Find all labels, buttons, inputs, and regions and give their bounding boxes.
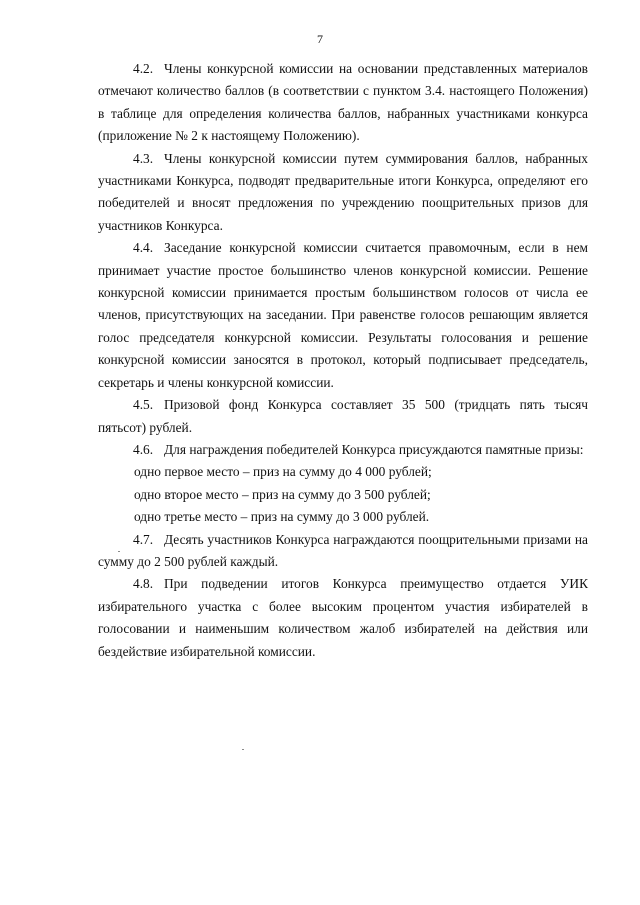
paragraph-4-2 [98,58,588,148]
paragraph-text: Члены конкурсной комиссии на основании представленных материалов отмечают количество баллов (в соответствии с пунктом 3.4. настоящего Положения) в таблице для определения количества баллов, набранных участниками конкурса (приложение № 2 к настоящему Положению). [98,61,588,144]
paragraph-4-3 [98,148,588,238]
paragraph-number: 4.7. [133,531,154,547]
paragraph-text: Для награждения победителей Конкурса присуждаются памятные призы: [164,441,584,457]
paragraph-number: 4.6. [133,441,154,457]
paragraph-text: Члены конкурсной комиссии путем суммирования баллов, набранных участниками Конкурса, подводят предварительные итоги Конкурса, определяют его победителей и вносят предложения по учреждению поощрительных призов для участников Конкурса. [98,150,588,233]
paragraph-text: При подведении итогов Конкурса преимущество отдается УИК избирательного участка с более высоким процентом участия избирателей в голосовании и наименьшим количеством жалоб избирателей на действия или бездействие избирательной комиссии. [98,576,588,659]
scan-speck [118,551,120,552]
paragraph-number: 4.2. [133,61,154,76]
prize-first-place: одно первое место – приз на сумму до 4 000 рублей; [134,464,432,480]
paragraph-number: 4.4. [133,240,154,256]
paragraph-text: Десять участников Конкурса награждаются поощрительными призами на сумму до 2 500 рублей каждый. [98,531,588,569]
paragraph-4-6 [98,439,588,461]
paragraph-4-7 [98,529,588,574]
prize-third-place: одно третье место – приз на сумму до 3 000 рублей. [134,509,430,525]
page-number: 7 [317,32,323,46]
paragraph-4-8 [98,573,588,663]
paragraph-text: Призовой фонд Конкурса составляет 35 500 (тридцать пять тысяч пятьсот) рублей. [98,397,588,435]
paragraph-text: Заседание конкурсной комиссии считается правомочным, если в нем принимает участие простое большинство членов конкурсной комиссии. Решение конкурсной комиссии принимается простым большинством голосов от числа ее членов, присутствующих на заседании. При равенстве голосов решающим является голос председателя конкурсной комиссии. Результаты голосования и решение конкурсной комиссии заносятся в протокол, который подписывает председатель, секретарь и члены конкурсной комиссии. [98,240,588,390]
paragraph-number: 4.3. [133,150,154,166]
prize-second-place: одно второе место – приз на сумму до 3 500 рублей; [134,486,431,502]
document-body [98,58,588,663]
paragraph-number: 4.5. [133,397,154,413]
paragraph-4-4 [98,237,588,394]
paragraph-4-5 [98,394,588,439]
scan-speck [242,749,244,750]
paragraph-number: 4.8. [133,576,154,592]
